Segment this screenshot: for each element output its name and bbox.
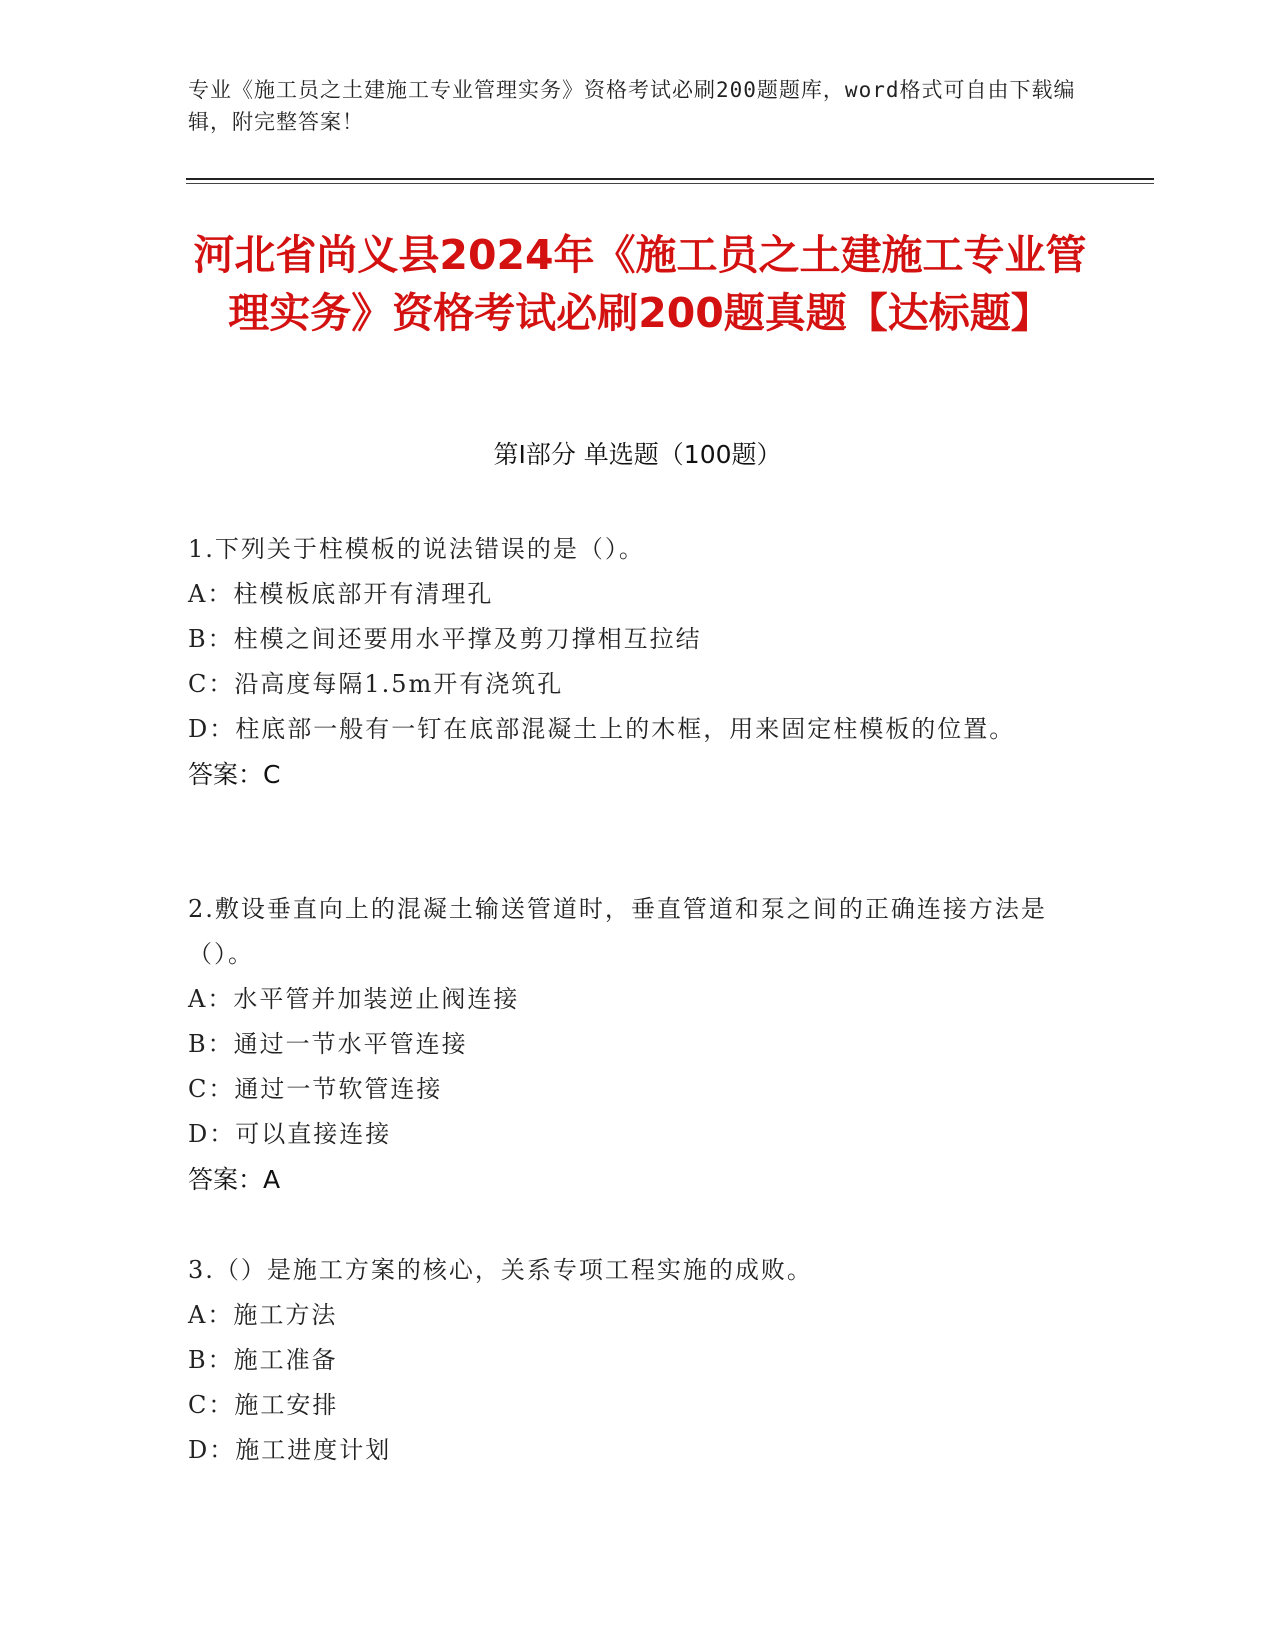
question-stem: 2.敷设垂直向上的混凝土输送管道时，垂直管道和泵之间的正确连接方法是（）。 [188, 895, 1047, 968]
answer-line: 答案：A [188, 1165, 281, 1194]
option-c: C：沿高度每隔1.5m开有浇筑孔 [188, 670, 564, 698]
header-note: 专业《施工员之土建施工专业管理实务》资格考试必刷200题题库，word格式可自由下载编辑，附完整答案！ [188, 78, 1076, 134]
question-stem: 3.（）是施工方案的核心，关系专项工程实施的成败。 [188, 1256, 813, 1284]
option-d: D：可以直接连接 [188, 1120, 392, 1148]
option-d: D：柱底部一般有一钉在底部混凝土上的木框，用来固定柱模板的位置。 [188, 715, 1016, 743]
section-heading: 第I部分 单选题（100题） [493, 440, 782, 469]
question-2 [188, 887, 1088, 1202]
option-c: C：通过一节软管连接 [188, 1075, 443, 1103]
question-1 [188, 527, 1088, 797]
option-c: C：施工安排 [188, 1391, 339, 1419]
answer-line: 答案：C [188, 760, 281, 789]
header-divider-thin [186, 183, 1154, 184]
document-title: 河北省尚义县2024年《施工员之土建施工专业管理实务》资格考试必刷200题真题【达标题】 [193, 231, 1087, 337]
option-d: D：施工进度计划 [188, 1436, 392, 1464]
question-3 [188, 1248, 1088, 1473]
header-divider-thick [186, 178, 1154, 180]
question-stem: 1.下列关于柱模板的说法错误的是（）。 [188, 535, 645, 563]
option-b: B：柱模之间还要用水平撑及剪刀撑相互拉结 [188, 625, 702, 653]
option-a: A：水平管并加装逆止阀连接 [188, 985, 520, 1013]
option-b: B：通过一节水平管连接 [188, 1030, 468, 1058]
option-a: A：施工方法 [188, 1301, 338, 1329]
option-b: B：施工准备 [188, 1346, 338, 1374]
option-a: A：柱模板底部开有清理孔 [188, 580, 494, 608]
